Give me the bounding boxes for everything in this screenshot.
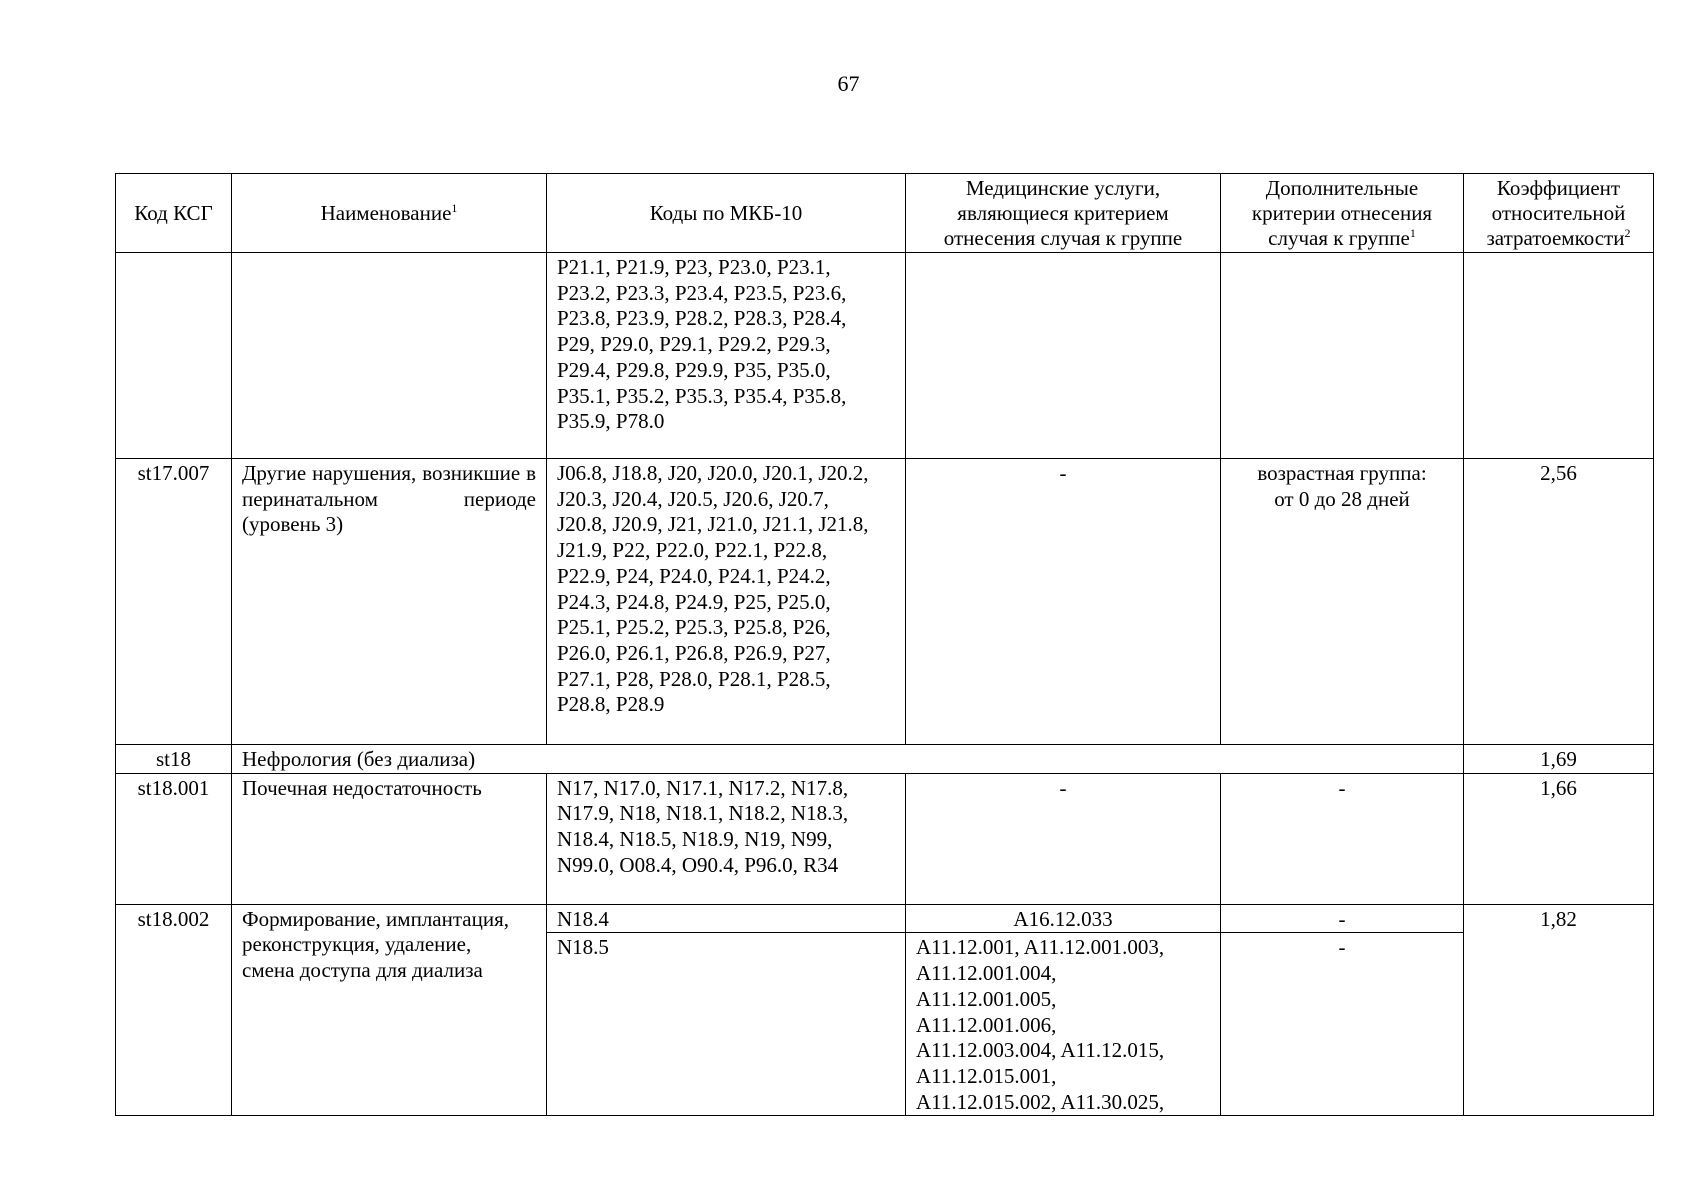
cell-services: - bbox=[906, 459, 1221, 745]
cell-services: - bbox=[906, 773, 1221, 904]
table-row-st18-001 bbox=[116, 773, 1654, 904]
table-header-row bbox=[116, 174, 1654, 253]
cell-code: st17.007 bbox=[116, 459, 232, 745]
header-name: Наименование$^1$ bbox=[232, 174, 547, 253]
cell-services: A11.12.001, A11.12.001.003, A11.12.001.004, A11.12.001.005, A11.12.001.006, A11.12.003.004, A11.12.015, A11.12.015.001, A11.12.015.002, A11.30.025, bbox=[906, 933, 1221, 1116]
header-coef: Коэффициент относительной затратоемкости$^2$ bbox=[1464, 174, 1654, 253]
page-number: 67 bbox=[837, 71, 860, 96]
cell-coef: 2,56 bbox=[1464, 459, 1654, 745]
cell-coef: 1,66 bbox=[1464, 773, 1654, 904]
header-services: Медицинские услуги, являющиеся критерием отнесения случая к группе bbox=[906, 174, 1221, 253]
table-row-continuation bbox=[116, 253, 1654, 459]
cell-mkb-codes: N18.5 bbox=[547, 933, 906, 1116]
cell-mkb-codes: N17, N17.0, N17.1, N17.2, N17.8, N17.9, N18, N18.1, N18.2, N18.3, N18.4, N18.5, N18.9, N19, N99, N99.0, O08.4, O90.4, P96.0, R34 bbox=[547, 773, 906, 904]
cell-coef: 1,69 bbox=[1464, 745, 1654, 774]
cell-mkb-codes: N18.4 bbox=[547, 904, 906, 933]
cell-name bbox=[232, 253, 547, 459]
table-row-st18 bbox=[116, 745, 1654, 774]
cell-name: Нефрология (без диализа) bbox=[232, 745, 1464, 774]
cell-name: Почечная недостаточность bbox=[232, 773, 547, 904]
header-mkb: Коды по МКБ-10 bbox=[547, 174, 906, 253]
cell-code: st18 bbox=[116, 745, 232, 774]
cell-criteria: - bbox=[1221, 933, 1464, 1116]
table-row-st18-002 bbox=[116, 904, 1654, 933]
cell-criteria: - bbox=[1221, 904, 1464, 933]
cell-services: A16.12.033 bbox=[906, 904, 1221, 933]
cell-name: Формирование, имплантация, реконструкция, удаление, смена доступа для диализа bbox=[232, 904, 547, 1116]
cell-criteria: возрастная группа: от 0 до 28 дней bbox=[1221, 459, 1464, 745]
cell-code: st18.002 bbox=[116, 904, 232, 1116]
ksg-table bbox=[115, 173, 1654, 1116]
table-row-st17-007 bbox=[116, 459, 1654, 745]
cell-coef bbox=[1464, 253, 1654, 459]
cell-coef: 1,82 bbox=[1464, 904, 1654, 1116]
cell-criteria: - bbox=[1221, 773, 1464, 904]
header-code: Код КСГ bbox=[116, 174, 232, 253]
cell-name: Другие нарушения, возникшие в перинатальном периоде (уровень 3) bbox=[232, 459, 547, 745]
cell-services bbox=[906, 253, 1221, 459]
header-criteria: Дополнительные критерии отнесения случая к группе$^1$ bbox=[1221, 174, 1464, 253]
cell-criteria bbox=[1221, 253, 1464, 459]
cell-mkb-codes: P21.1, P21.9, P23, P23.0, P23.1, P23.2, P23.3, P23.4, P23.5, P23.6, P23.8, P23.9, P28.2, P28.3, P28.4, P29, P29.0, P29.1, P29.2, P29.3, P29.4, P29.8, P29.9, P35, P35.0, P35.1, P35.2, P35.3, P35.4, P35.8, P35.9, P78.0 bbox=[547, 253, 906, 459]
cell-code bbox=[116, 253, 232, 459]
cell-mkb-codes: J06.8, J18.8, J20, J20.0, J20.1, J20.2, J20.3, J20.4, J20.5, J20.6, J20.7, J20.8, J20.9, J21, J21.0, J21.1, J21.8, J21.9, P22, P22.0, P22.1, P22.8, P22.9, P24, P24.0, P24.1, P24.2, P24.3, P24.8, P24.9, P25, P25.0, P25.1, P25.2, P25.3, P25.8, P26, P26.0, P26.1, P26.8, P26.9, P27, P27.1, P28, P28.0, P28.1, P28.5, P28.8, P28.9 bbox=[547, 459, 906, 745]
cell-code: st18.001 bbox=[116, 773, 232, 904]
